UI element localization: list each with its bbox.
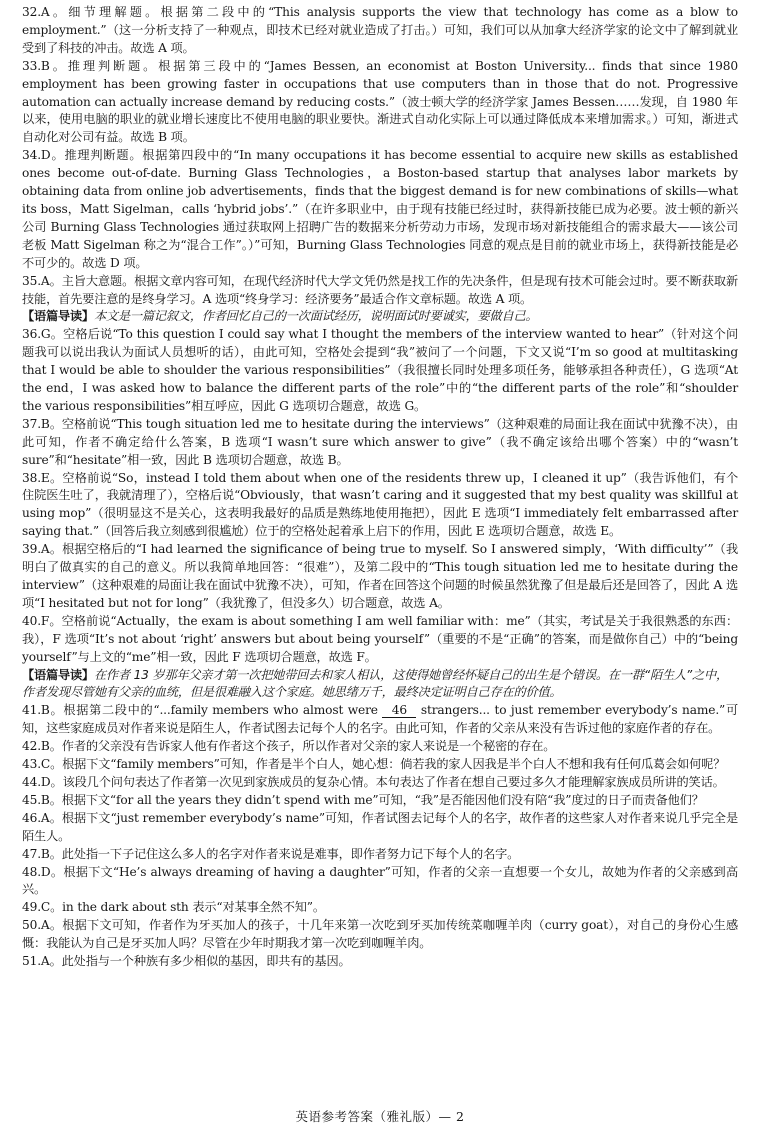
- answer-item: 37.B。空格前说“This tough situation led me to hesitate during the interviews”（这种艰难的局面让我在面试中犹豫不决），由此可知，作者不确定给什么答案，B 选项“I wasn’t sure which answer to give”（我不确定该给出哪个答案）中的“wasn’t sure”和“hesitate”相一致，因此 B 选项切合题意，故选 B。: [22, 416, 738, 467]
- blank-number: 46: [382, 703, 416, 718]
- answer-item: 38.E。空格前说“So，instead I told them about when one of the residents threw up，I cleaned it up”（我告诉他们，有个住院医生吐了，我就清理了），空格后说“Obviously，that wasn’t caring and it suggested that my best quality was skillful at using mop”（很明显这不是关心，这表明我最好的品质是熟练地使用拖把），因此 E 选项“I immediately felt embarrassed after saying that.”（回答后我立刻感到很尴尬）位于的空格处起着承上启下的作用，因此 E 选项切合题意，故选 E。: [22, 470, 738, 539]
- answer-item: 35.A。主旨大意题。根据文章内容可知，在现代经济时代大学文凭仍然是找工作的先决条件，但是现有技术可能会过时。要不断获取新技能，首先要注意的是终身学习。A 选项“终身学习：经济要务”最适合作文章标题。故选 A 项。: [22, 273, 738, 306]
- answer-item: 39.A。根据空格后的“I had learned the significance of being true to myself. So I answered simply，‘With difficulty’”（我明白了做真实的自己的意义。所以我简单地回答：“很难”），及第二段中的“This tough situation led me to hesitate during the interview”（这种艰难的局面让我在面试中犹豫不决），可知，作者在回答这个问题的时候虽然犹豫了但是最后还是回答了，因此 A 选项“I hesitated but not for long”（我犹豫了，但没多久）切合题意，故选 A。: [22, 542, 738, 610]
- reading-guide: [22, 308, 738, 326]
- answer-item: 34.D。推理判断题。根据第四段中的“In many occupations it has become essential to acquire new skills as established ones become out-of-date. Burning Glass Technologies，a Boston-based startup that analyses labor markets by obtaining data from online job advertisements，finds that the biggest demand is for new combinations of skills—what its boss，Matt Sigelman，calls ‘hybrid jobs’.”（在许多职业中，由于现有技能已经过时，获得新技能已成为必要。波士顿的新兴公司 Burning Glass Technologies 通过获取网上招聘广告的数据来分析劳动力市场，发现市场对新技能组合的需求最大——该公司老板 Matt Sigelman 称之为“混合工作”。）”可知，Burning Glass Technologies 同意的观点是目前的就业市场上，获得新技能是必不可少的。故选 D 项。: [22, 148, 738, 270]
- answer-item: 44.D。该段几个问句表达了作者第一次见到家族成员的复杂心情。本句表达了作者在想自己要过多久才能理解家族成员所讲的笑话。: [22, 774, 725, 789]
- answer-item: 51.A。此处指与一个种族有多少相似的基因，即共有的基因。: [22, 954, 351, 969]
- answer-item: 49.C。in the dark about sth 表示“对某事全然不知”。: [22, 900, 325, 915]
- answer-item: 43.C。根据下文“family members”可知，作者是半个白人，她心想：倘若我的家人因我是半个白人不想和我有任何瓜葛会如何呢？: [22, 757, 726, 772]
- answer-item: 32.A。细节理解题。根据第二段中的“This analysis supports the view that technology has come as a blow to employment.”（这一分析支持了一种观点，即技术已经对就业造成了打击。）可知，我们可以从加拿大经济学家的论文中了解到就业受到了科技的冲击。故选 A 项。: [22, 5, 738, 55]
- answer-item: 47.B。此处指一下子记住这么多人的名字对作者来说是难事，即作者努力记下每个人的名字。: [22, 846, 520, 861]
- page-footer: 英语参考答案（雅礼版）— 2: [295, 1109, 465, 1124]
- answer-item: 46.A。根据下文“just remember everybody’s name”可知，作者试图去记每个人的名字，故作者的这些家人对作者来说几乎完全是陌生人。: [22, 810, 738, 843]
- reading-guide: [22, 667, 738, 703]
- reading-guide-tag: 【语篇导读】: [22, 667, 94, 682]
- answer-text: strangers... to just remember everybody’s name.”可知，这些家庭成员对作者来说是陌生人，作者试图去记每个人的名字。由此可知，作者的父亲从来没有告诉过他的家庭作者的存在。: [22, 703, 738, 736]
- answer-item: 42.B。作者的父亲没有告诉家人他有作者这个孩子，所以作者对父亲的家人来说是一个秘密的存在。: [22, 739, 556, 754]
- answer-item: 45.B。根据下文“for all the years they didn’t spend with me”可知，“我”是否能因他们没有陪“我”度过的日子而责备他们？: [22, 792, 704, 807]
- answer-item: 50.A。根据下文可知，作者作为牙买加人的孩子，十几年来第一次吃到牙买加传统菜咖喱羊肉（curry goat），对自己的身份心生感慨：我能认为自己是牙买加人吗？尽管在少年时期我才第一次吃到咖喱羊肉。: [22, 918, 738, 951]
- reading-guide-tag: 【语篇导读】: [22, 309, 94, 324]
- answer-item: 48.D。根据下文“He’s always dreaming of having a daughter”可知，作者的父亲一直想要一个女儿，故她为作者的父亲感到高兴。: [22, 864, 738, 897]
- reading-guide-text: 本文是一篇记叙文，作者回忆自己的一次面试经历，说明面试时要诚实，要做自己。: [93, 309, 538, 324]
- answer-item: 33.B。推理判断题。根据第三段中的“James Bessen, an economist at Boston University... finds that since 1980 employment has been growing faster in occupations that use computers than in those that do not. Progressive automation can actually increase demand by reducing costs.”（波士顿大学的经济学家 James Bessen……发现，自 1980 年以来，使用电脑的职业的就业增长速度比不使用电脑的职业要快。渐进式自动化实际上可以通过降低成本来增加需求。）可知，渐进式自动化对公司有益。故选 B 项。: [22, 58, 738, 145]
- answer-item: [22, 702, 738, 738]
- reading-guide-text: 在作者 13 岁那年父亲才第一次把她带回去和家人相认，这使得她曾经怀疑自己的出生是个错误。在一群“陌生人”之中，作者发现尽管她有父亲的血统，但是很难融入这个家庭。她思绪万千，最终决定证明自己存在的价值。: [22, 667, 728, 700]
- answer-item: 36.G。空格后说“To this question I could say what I thought the members of the interview wanted to hear”（针对这个问题我可以说出我认为面试人员想听的话），由此可知，空格处会提到“我”被问了一个问题，下文又说“I’m so good at multitasking that I would be able to shoulder the various responsibilities”（我很擅长同时处理多项任务，能够承担各种责任），G 选项“At the end，I was asked how to balance the different parts of the role”中的“the different parts of the role”和“shoulder the various responsibilities”相互呼应，因此 G 选项切合题意，故选 G。: [22, 327, 738, 413]
- answer-item: 40.F。空格前说“Actually，the exam is about something I am well familiar with：me”（其实，考试是关于我很熟悉的东西：我），F 选项“It’s not about ‘right’ answers but about being yourself”（重要的不是“正确”的答案，而是做你自己）中的“being yourself”与上文的“me”相一致，因此 F 选项切合题意，故选 F。: [22, 613, 738, 664]
- answer-content: [22, 4, 738, 971]
- answer-text: 41.B。根据第二段中的“...family members who almost were: [22, 703, 383, 718]
